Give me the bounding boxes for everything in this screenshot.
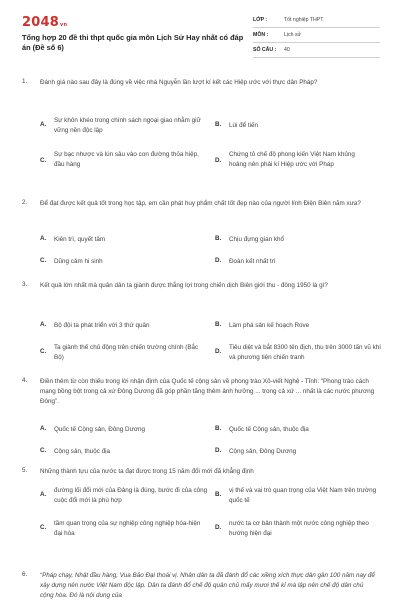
option-letter: A. — [40, 235, 47, 242]
option-text: Làm phá sản kế hoạch Rove — [229, 322, 310, 329]
option-text: Dũng cảm hi sinh — [54, 258, 103, 265]
question-text: Đánh giá nào sau đây là đúng về việc nhà Nguyễn lần lượt kí kết các Hiệp ước với thực dân Pháp? — [40, 79, 318, 86]
meta-value-class: Tốt nghiệp THPT — [284, 17, 324, 23]
option-letter: B. — [215, 121, 222, 128]
meta-label: MÔN : — [253, 32, 269, 38]
question-number: 3. — [22, 281, 28, 288]
option-letter: C. — [40, 257, 47, 264]
option-text: nước ta cơ bản thành một nước công nghiệp theo hướng hiện đại — [229, 520, 369, 537]
option-text: đường lối đổi mới của Đảng là đúng, bước đi của công cuộc đổi mới là phù hợp — [54, 487, 208, 504]
site-logo[interactable] — [22, 15, 67, 30]
option-letter: B. — [215, 235, 222, 242]
option-text: Sự bạc nhược và lún sâu vào con đường thỏa hiệp, đầu hàng — [54, 151, 199, 168]
option-text: Bộ đội ta phát triển với 3 thứ quân — [54, 322, 150, 329]
option-text: Quốc tế Cộng sản, thuộc địa — [229, 426, 309, 433]
option-letter: C. — [40, 348, 47, 355]
option-letter: B. — [215, 425, 222, 432]
option-text: Kiên trì, quyết tâm — [54, 236, 106, 243]
option-text: Chịu đựng gian khổ — [229, 236, 284, 243]
question-text: “Pháp chạy, Nhật đầu hàng, Vua Bảo Đại thoái vị. Nhân dân ta đã đánh đổ các xiềng xích thực dân gần 100 năm nay để xây dựng nên nước Việt Nam độc lập. Dân ta đánh đổ chế độ quân chủ mấy mươi thế kỉ mà lập nên chế độ dân chủ cộng hòa. Đó là nội dung của — [40, 572, 375, 599]
option-letter: A. — [40, 121, 47, 128]
question-number: 2. — [22, 199, 28, 206]
option-letter: C. — [40, 447, 47, 454]
option-letter: B. — [215, 321, 222, 328]
option-letter: C. — [40, 157, 47, 164]
option-letter: D. — [215, 447, 222, 454]
option-text: Sự khôn khéo trong chính sách ngoại giao nhằm giữ vững nền độc lập — [54, 117, 201, 134]
option-text: tầm quan trọng của sự nghiệp công nghiệp hóa-hiện đại hóa — [54, 520, 201, 537]
option-text: Cộng sản, Đông Dương — [229, 448, 297, 455]
meta-info — [253, 13, 380, 58]
option-text: Ta giành thế chủ động trên chiến trường chính (Bắc Bộ) — [54, 344, 199, 361]
question-text: Để đạt được kết quả tốt trong học tập, em cần phát huy phẩm chất tốt đẹp nào của người lính Điện Biên năm xưa? — [40, 200, 361, 207]
option-letter: B. — [215, 491, 222, 498]
page-header — [0, 0, 400, 62]
option-letter: A. — [40, 491, 47, 498]
question-number: 6. — [22, 571, 28, 578]
meta-label: SỐ CÂU : — [253, 47, 277, 53]
option-letter: C. — [40, 524, 47, 531]
option-letter: D. — [215, 524, 222, 531]
logo-suffix: vn — [59, 22, 68, 28]
option-letter: D. — [215, 348, 222, 355]
option-text: Cộng sản, thuộc địa — [54, 448, 111, 455]
question-6 — [22, 571, 382, 600]
question-number: 4. — [22, 377, 28, 384]
option-letter: D. — [215, 257, 222, 264]
question-number: 5. — [22, 467, 28, 474]
question-text: Điền thêm từ còn thiếu trong lời nhận định của Quốc tế cộng sản về phong trào Xô-viết Nghệ - Tĩnh: “Phong trào cách mạng bồng bột trong cả xứ Đông Dương đã góp phần tăng thêm ảnh hưởng ... trong cả xứ ... nhất là các nước phương Đông”. — [40, 378, 375, 405]
meta-row-class — [253, 13, 380, 28]
option-text: Lùi để tiến — [229, 122, 259, 129]
option-letter: A. — [40, 425, 47, 432]
option-text: Quốc tế Cộng sản, Đông Dương — [54, 426, 145, 433]
logo-text: 2048 — [22, 15, 59, 30]
question-text: Kết quả lớn nhất mà quân dân ta giành được thắng lợi trong chiến dịch Biên giới thu - đông 1950 là gì? — [40, 282, 328, 289]
meta-row-count — [253, 43, 380, 58]
option-letter: D. — [215, 157, 222, 164]
option-text: Chứng tỏ chế độ phong kiến Việt Nam khủng hoảng nên phải kí Hiệp ước với Pháp — [229, 151, 355, 168]
meta-value-count: 40 — [284, 47, 290, 53]
option-text: Tiêu diệt và bắt 8300 tên địch, thu trên 3000 tấn vũ khí và phương tiện chiến tranh — [229, 344, 382, 361]
document-title: Tổng hợp 20 đề thi thpt quốc gia môn Lịch Sử Hay nhất có đáp án (Đề số 6) — [22, 33, 244, 52]
meta-label: LỚP : — [253, 17, 268, 23]
question-number: 1. — [22, 78, 28, 85]
option-text: vị thế và vai trò quan trọng của Việt Nam trên trường quốc tế — [229, 487, 377, 504]
question-text: Những thành tựu của nước ta đạt được trong 15 năm đổi mới đã khẳng định — [40, 468, 254, 475]
meta-value-subject: Lịch sử — [284, 32, 302, 38]
meta-row-subject — [253, 28, 380, 43]
option-text: Đoàn kết nhất trí — [229, 258, 276, 265]
option-letter: A. — [40, 321, 47, 328]
